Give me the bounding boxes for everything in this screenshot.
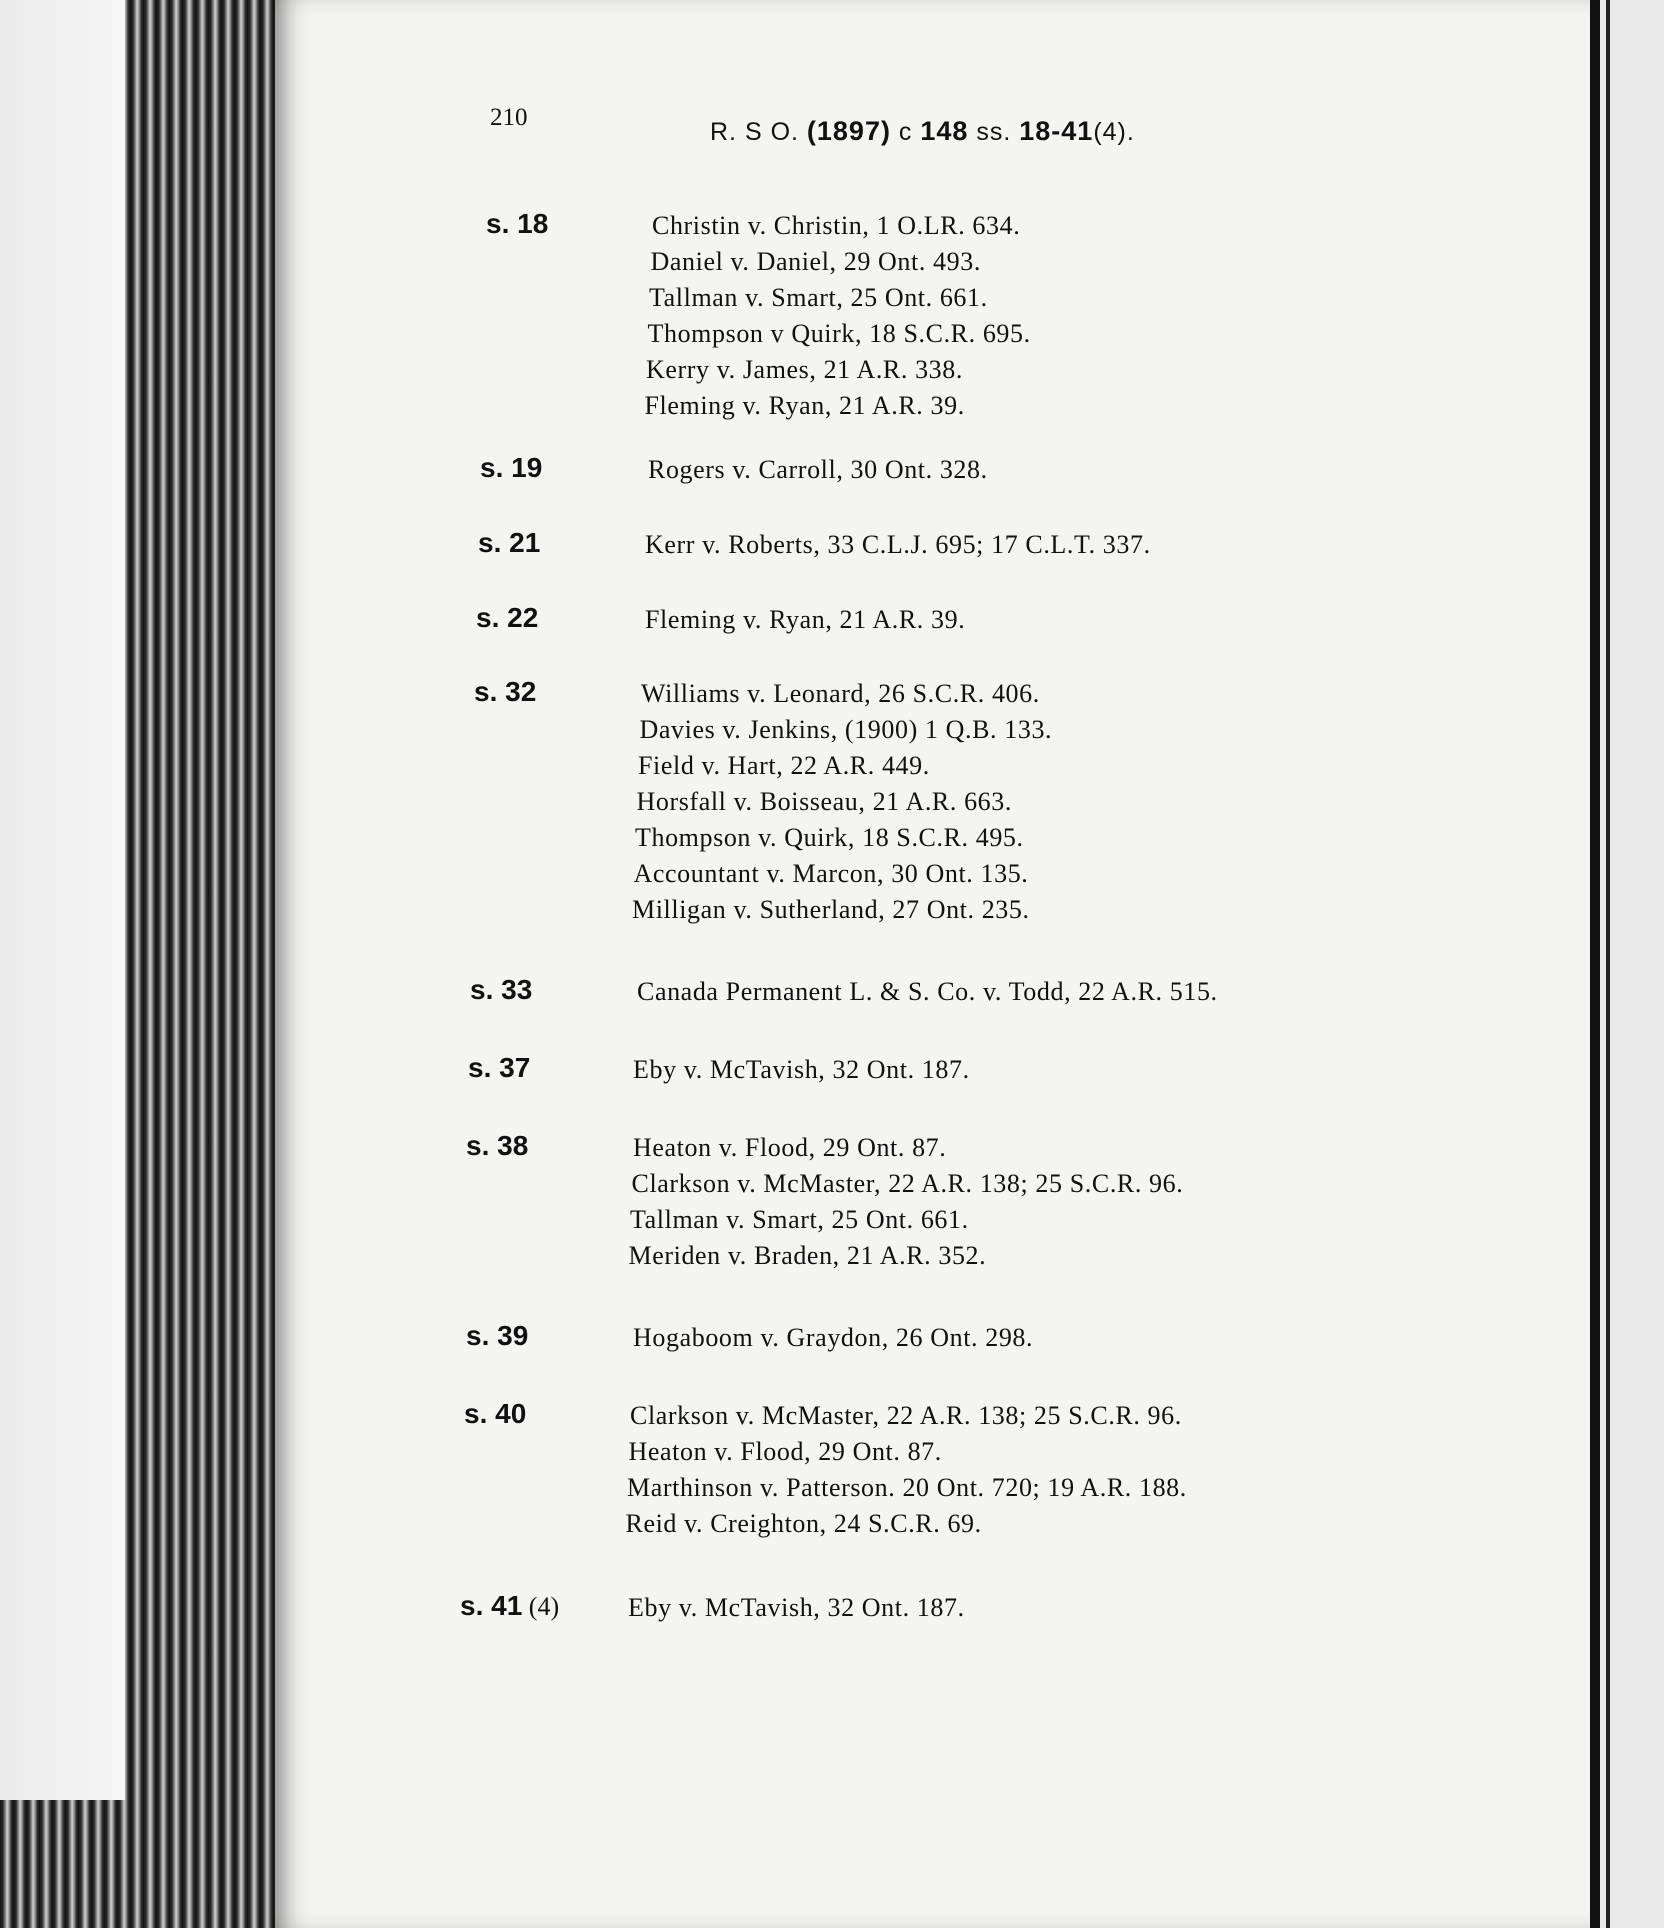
case-citation: Williams v. Leonard, 26 S.C.R. 406. [641,679,1040,708]
page-header [490,104,1290,154]
case-citation: Rogers v. Carroll, 30 Ont. 328. [648,455,988,484]
case-citation: Clarkson v. McMaster, 22 A.R. 138; 25 S.C.R. 96. [631,1169,1184,1198]
gutter-shadow [1590,0,1600,1928]
citation-list [625,1398,1187,1542]
citation-list [628,1130,1184,1274]
section-number: s. 41 [460,1590,523,1621]
citation-list [645,602,965,638]
section-label [480,452,542,484]
section-number: s. 40 [464,1398,527,1429]
case-citation: Fleming v. Ryan, 21 A.R. 39. [644,391,965,420]
section-number: s. 38 [466,1130,529,1161]
case-citation: Kerr v. Roberts, 33 C.L.J. 695; 17 C.L.T. 337. [645,530,1151,559]
citation-list [645,527,1151,563]
citation-list [633,1052,970,1088]
case-citation: Thompson v. Quirk, 18 S.C.R. 495. [635,823,1024,852]
citation-list [628,1590,965,1626]
case-citation: Canada Permanent L. & S. Co. v. Todd, 22 A.R. 515. [637,977,1218,1006]
case-citation: Eby v. McTavish, 32 Ont. 187. [633,1055,970,1084]
case-citation: Davies v. Jenkins, (1900) 1 Q.B. 133. [639,715,1053,744]
citation-list [648,452,988,488]
running-head-year: (1897) [806,116,891,146]
section-label [474,676,536,708]
section-label [470,974,532,1006]
section-label [486,208,548,240]
running-head [710,116,1135,147]
case-citation: Daniel v. Daniel, 29 Ont. 493. [650,247,981,276]
case-citation: Tallman v. Smart, 25 Ont. 661. [630,1205,969,1234]
section-number: s. 33 [470,974,533,1005]
case-citation: Heaton v. Flood, 29 Ont. 87. [628,1437,942,1466]
facing-page-margin [0,0,125,1800]
section-label [478,527,540,559]
section-label [466,1130,528,1162]
case-citation: Eby v. McTavish, 32 Ont. 187. [628,1593,965,1622]
running-head-ss: ss. [968,118,1020,146]
case-citation: Accountant v. Marcon, 30 Ont. 135. [633,859,1029,888]
case-citation: Tallman v. Smart, 25 Ont. 661. [649,283,988,312]
section-number: s. 21 [478,527,541,558]
page-edge-right [1600,0,1664,1928]
case-citation: Marthinson v. Patterson. 20 Ont. 720; 19 A.R. 188. [627,1473,1187,1502]
citation-list [632,676,1053,928]
case-citation: Horsfall v. Boisseau, 21 A.R. 663. [636,787,1012,816]
section-number: s. 37 [468,1052,531,1083]
case-citation: Reid v. Creighton, 24 S.C.R. 69. [625,1509,982,1538]
running-head-prefix: R. S O. [710,118,807,146]
section-label [460,1590,559,1622]
citation-list [637,974,1218,1010]
case-citation: Field v. Hart, 22 A.R. 449. [638,751,930,780]
section-number: s. 22 [476,602,539,633]
running-head-range-suffix: (4). [1093,118,1135,146]
case-citation: Meriden v. Braden, 21 A.R. 352. [628,1241,987,1270]
case-citation: Heaton v. Flood, 29 Ont. 87. [633,1133,947,1162]
running-head-chapter: 148 [920,116,969,146]
citation-list [644,208,1031,424]
case-citation: Kerry v. James, 21 A.R. 338. [646,355,963,384]
section-number: s. 18 [486,208,549,239]
case-citation: Clarkson v. McMaster, 22 A.R. 138; 25 S.C.R. 96. [630,1401,1182,1430]
section-number: s. 19 [480,452,543,483]
case-citation: Hogaboom v. Graydon, 26 Ont. 298. [633,1323,1034,1352]
section-label [476,602,538,634]
case-citation: Fleming v. Ryan, 21 A.R. 39. [645,605,966,634]
citation-list [633,1320,1033,1356]
section-label [466,1320,528,1352]
case-citation: Christin v. Christin, 1 O.LR. 634. [652,211,1021,240]
section-label [464,1398,526,1430]
page-number: 210 [490,104,528,131]
running-head-chapter-prefix: c [890,118,921,146]
section-number: s. 39 [466,1320,529,1351]
case-citation: Thompson v Quirk, 18 S.C.R. 695. [647,319,1031,348]
case-citation: Milligan v. Sutherland, 27 Ont. 235. [632,895,1030,924]
subsection-number: (4) [522,1592,560,1621]
section-number: s. 32 [474,676,537,707]
section-label [468,1052,530,1084]
running-head-range: 18-41 [1019,116,1094,146]
